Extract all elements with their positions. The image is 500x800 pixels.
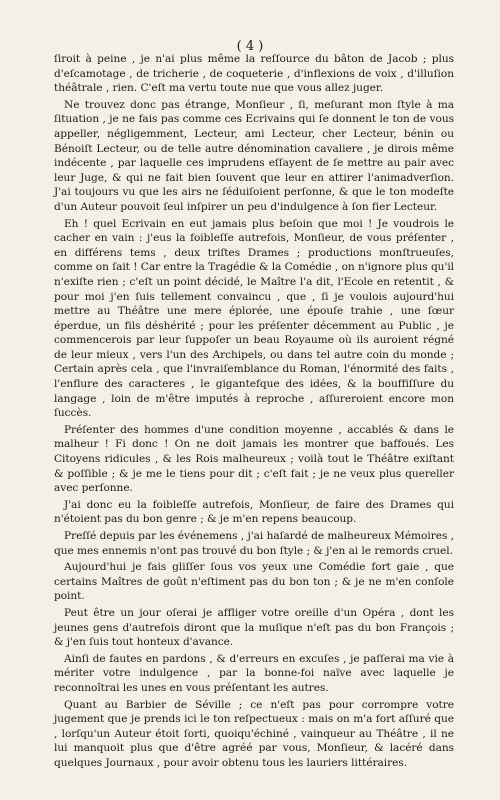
paragraph-10: Quant au Barbier de Séville ; ce n'eſt pas pour corrompre votre jugement que je prends ici le ton reſpectueux : mais on m'a fort aſſuré que , lorſqu'un Auteur étoit ſorti, quoiqu'échiné , vainqueur au Théâtre , il ne lui manquoit plus que d'être agréé par vous, Monſieur, & lacéré dans quelques Journaux , pour avoir obtenu tous les lauriers littéraires. (54, 698, 454, 769)
paragraph-3: Eh ! quel Ecrivain en eut jamais plus beſoin que moi ! Je voudrois le cacher en vain : j'eus la foibleſſe autrefois, Monſieur, de vous préſenter , en différens tems , deux triſtes Drames ; productions monſtrueuſes, comme on ſait ! Car entre la Tragédie & la Comédie , on n'ignore plus qu'il n'exiſte rien ; c'eſt un point décidé, le Maître l'a dit, l'Ecole en retentit , & pour moi j'en ſuis tellement convaincu , que , ſi je voulois aujourd'hui mettre au Théâtre une mere éplorée, une épouſe trahie , une ſœur éperdue, un fils déshérité ; pour les préſenter décemment au Public , je commencerois par leur ſuppoſer un beau Royaume où ils auroient régné de leur mieux , vers l'un des Archipels, ou dans tel autre coin du monde ; Certain après cela , que l'invraiſemblance du Roman, l'énormité des faits , l'enflure des caracteres , le gigantefque des idées, & la bouffiſſure du langage , loin de m'être imputés à reproche , aſſureroient encore mon ſuccès. (54, 217, 454, 420)
paragraph-1: ſiroit à peine , je n'ai plus même la reſſource du bâton de Jacob ; plus d'eſcamotage , de tricherie , de coqueterie , d'inflexions de voix , d'illuſion théâtrale , rien. C'eſt ma vertu toute nue que vous allez juger. (54, 53, 454, 95)
paragraph-8: Peut être un jour oſerai je affliger votre oreille d'un Opéra , dont les jeunes gens d'autrefois diront que la muſique n'eſt pas du bon François ; & j'en ſuis tout honteux d'avance. (54, 606, 454, 649)
paragraph-7: Aujourd'hui je fais gliſſer ſous vos yeux une Comédie fort gaie , que certains Maîtres de goût n'eſtiment pas du bon ton ; & je ne m'en conſole point. (54, 561, 454, 603)
paragraph-6: Preſſé depuis par les événemens , j'ai haſardé de malheureux Mémoires , que mes ennemis n'ont pas trouvé du bon ſtyle ; & j'en ai le remords cruel. (54, 530, 454, 557)
body-text (54, 36, 454, 771)
page-number: ( 4 ) (236, 39, 264, 54)
paragraph-9: Ainſi de fautes en pardons , & d'erreurs en excuſes , je paſſerai ma vie à mériter votre indulgence , par la bonne-foi naïve avec laquelle je reconnoîtrai les unes en vous préſentant les autres. (54, 652, 454, 694)
paragraph-2: Ne trouvez donc pas étrange, Monſieur , ſi, meſurant mon ſtyle à ma ſituation , je ne fais pas comme ces Ecrivains qui ſe donnent le ton de vous appeller, négligemment, Lecteur, ami Lecteur, cher Lecteur, bénin ou Bénoiſt Lecteur, ou de telle autre dénomination cavaliere , je dirois même indécente , par laquelle ces imprudens eſſayent de ſe mettre au pair avec leur Juge, & qui ne fait bien ſouvent que leur en attirer l'animadverſion. J'ai toujours vu que les airs ne ſéduiſoient perſonne, & que le ton modeſte d'un Auteur pouvoit ſeul inſpirer un peu d'indulgence à ſon fier Lecteur. (54, 98, 454, 213)
paragraph-4: Préſenter des hommes d'une condition moyenne , accablés & dans le malheur ! Fi donc ! On ne doit jamais les montrer que baffoués. Les Citoyens ridicules , & les Rois malheureux ; voilà tout le Théâtre exiſtant & poſſible ; & je me le tiens pour dit ; c'eſt fait ; je ne veux plus quereller avec perſonne. (54, 423, 454, 495)
paragraph-5: J'ai donc eu la foibleſſe autrefois, Monſieur, de faire des Drames qui n'étoient pas du bon genre ; & je m'en repens beaucoup. (54, 498, 454, 526)
